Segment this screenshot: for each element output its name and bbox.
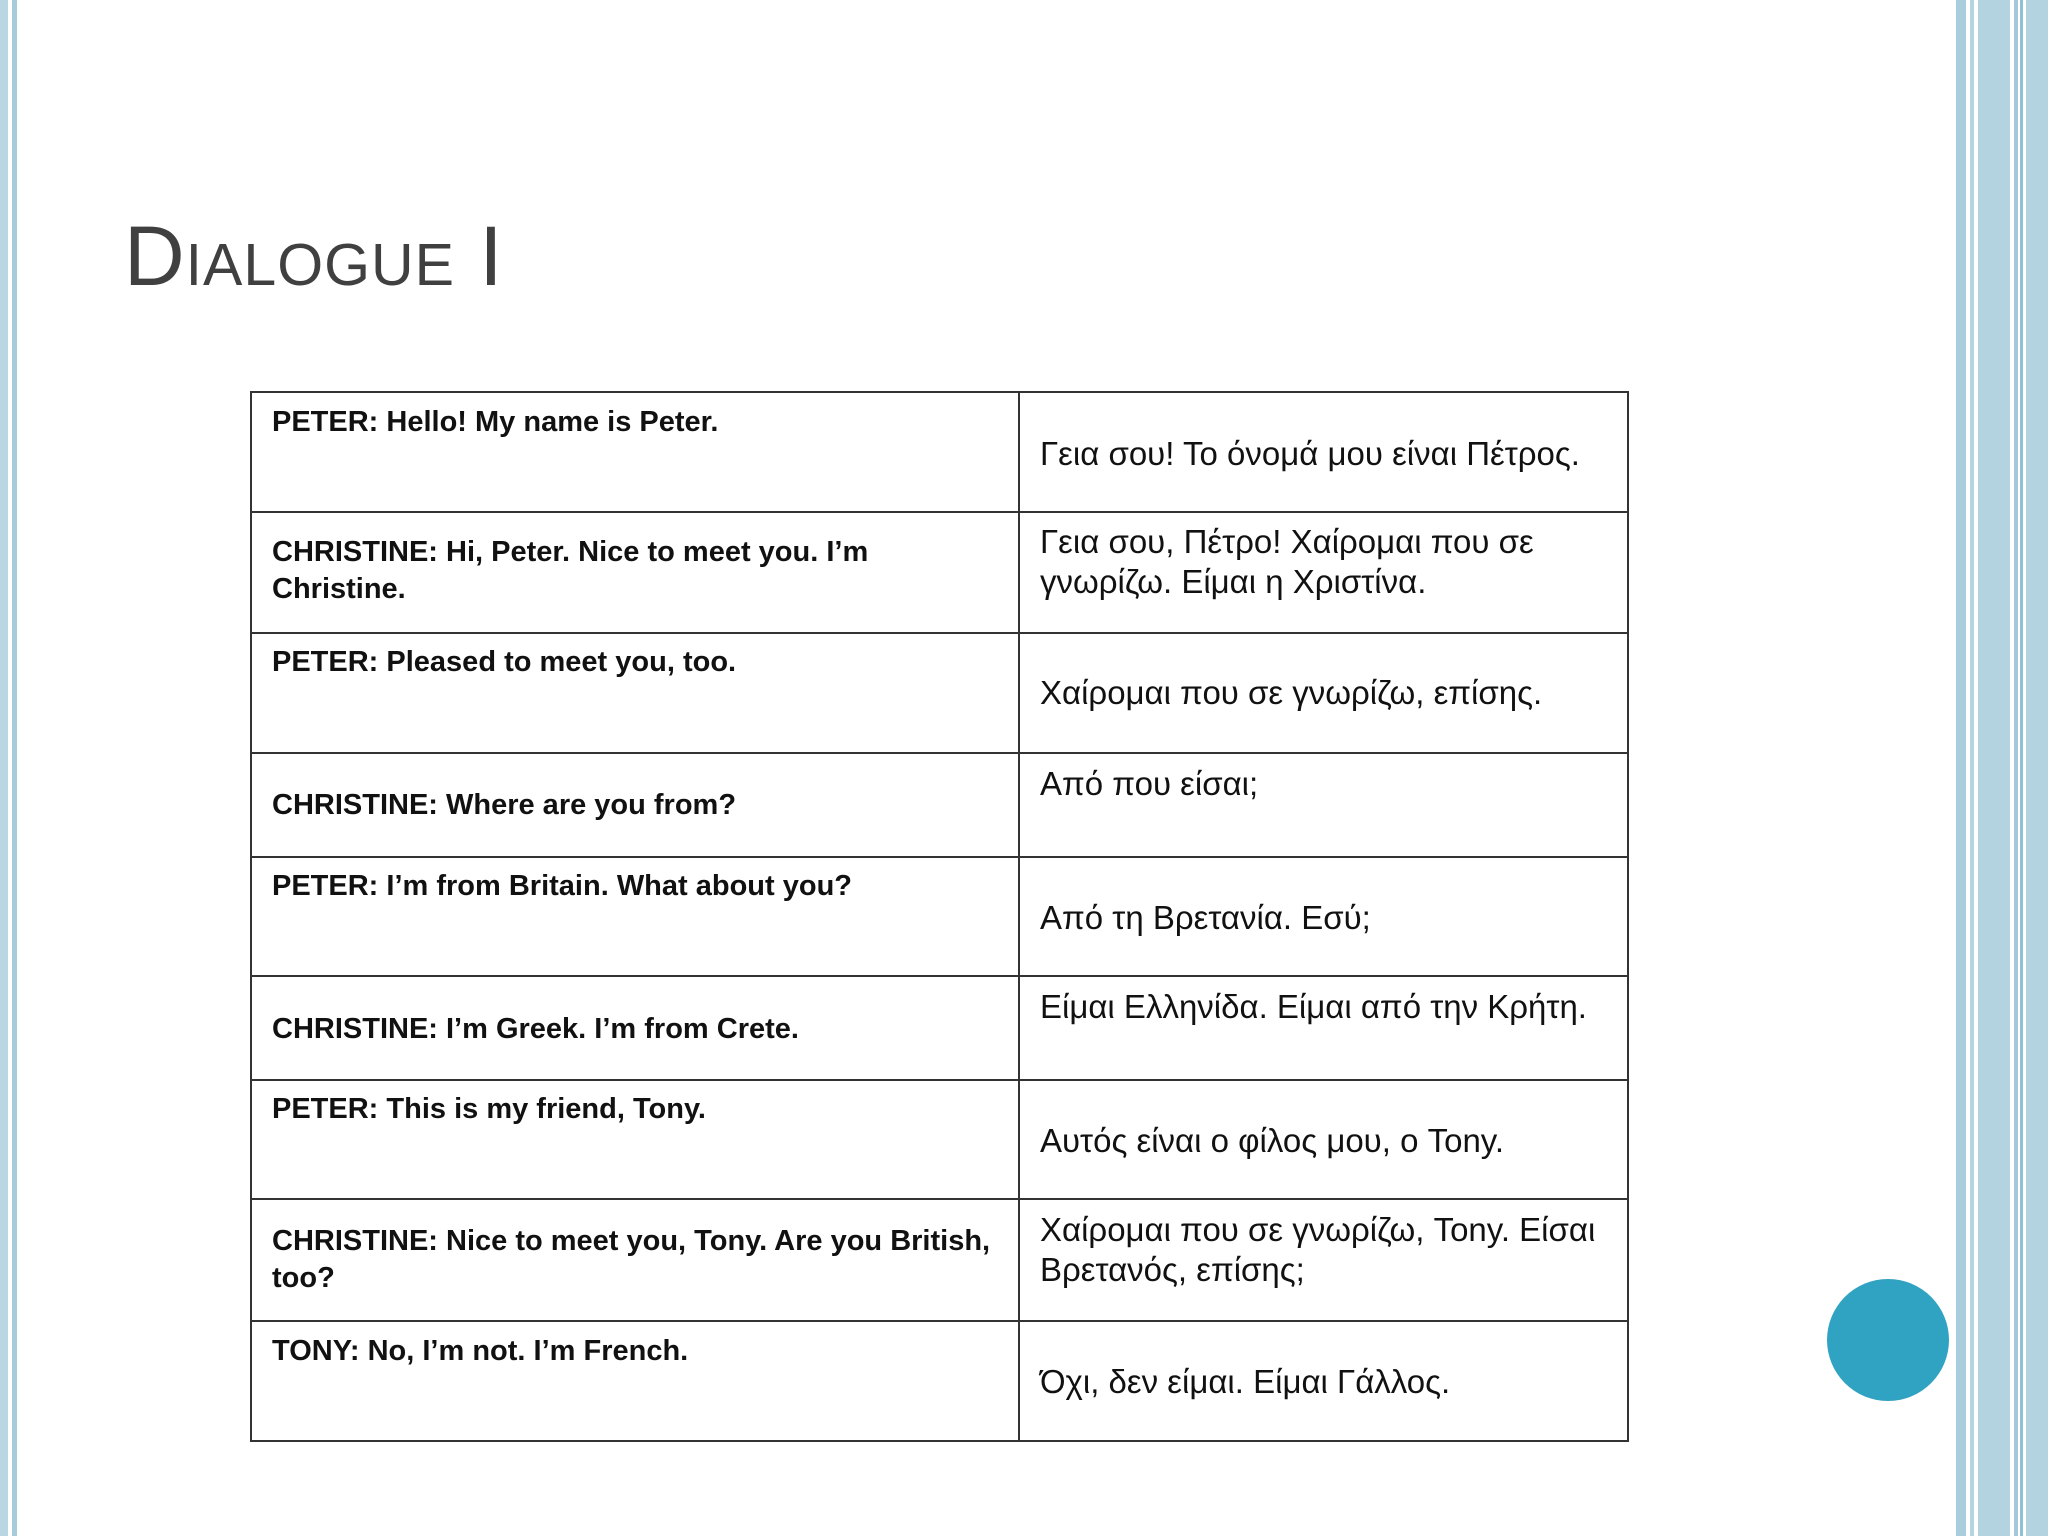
english-line: CHRISTINE: Nice to meet you, Tony. Are you British, too? — [272, 1225, 991, 1294]
english-line: PETER: Pleased to meet you, too. — [272, 646, 737, 678]
table-row — [251, 1080, 1628, 1199]
greek-line: Από που είσαι; — [1040, 765, 1259, 802]
dialogue-table — [250, 391, 1629, 1442]
decorative-circle — [1827, 1279, 1949, 1401]
english-line: CHRISTINE: Hi, Peter. Nice to meet you. I’m Christine. — [272, 536, 869, 605]
left-border-stripe-inner — [12, 0, 17, 1536]
right-stripe — [2026, 0, 2048, 1536]
table-row — [251, 392, 1628, 512]
greek-cell — [1019, 1321, 1628, 1441]
table-row — [251, 1199, 1628, 1321]
table-row — [251, 753, 1628, 857]
english-cell — [251, 1080, 1019, 1199]
greek-cell — [1019, 1199, 1628, 1321]
greek-line: Είμαι Ελληνίδα. Είμαι από την Κρήτη. — [1040, 988, 1587, 1025]
table-row — [251, 976, 1628, 1080]
greek-line: Όχι, δεν είμαι. Είμαι Γάλλος. — [1040, 1363, 1451, 1400]
greek-line: Γεια σου, Πέτρο! Χαίρομαι που σε γνωρίζω. Είμαι η Χριστίνα. — [1040, 523, 1534, 600]
left-border-stripe — [0, 0, 8, 1536]
right-stripe — [2020, 0, 2023, 1536]
right-stripe — [1970, 0, 1974, 1536]
slide-title: Dialogue I — [124, 209, 504, 303]
right-stripe — [1956, 0, 1966, 1536]
english-cell — [251, 857, 1019, 976]
greek-cell — [1019, 512, 1628, 633]
table-row — [251, 1321, 1628, 1441]
english-line: CHRISTINE: Where are you from? — [272, 789, 737, 821]
english-line: PETER: Hello! My name is Peter. — [272, 406, 719, 438]
english-line: CHRISTINE: I’m Greek. I’m from Crete. — [272, 1013, 799, 1045]
greek-line: Από τη Βρετανία. Εσύ; — [1040, 899, 1371, 936]
greek-line: Αυτός είναι ο φίλος μου, ο Tony. — [1040, 1122, 1505, 1159]
english-cell — [251, 1321, 1019, 1441]
english-cell — [251, 976, 1019, 1080]
english-cell — [251, 753, 1019, 857]
greek-line: Γεια σου! Το όνομά μου είναι Πέτρος. — [1040, 435, 1580, 472]
greek-cell — [1019, 857, 1628, 976]
english-line: PETER: This is my friend, Tony. — [272, 1093, 706, 1125]
english-cell — [251, 392, 1019, 512]
greek-line: Χαίρομαι που σε γνωρίζω, επίσης. — [1040, 674, 1543, 711]
english-cell — [251, 512, 1019, 633]
greek-line: Χαίρομαι που σε γνωρίζω, Tony. Είσαι Βρετανός, επίσης; — [1040, 1211, 1596, 1288]
table-row — [251, 512, 1628, 633]
english-cell — [251, 1199, 1019, 1321]
greek-cell — [1019, 753, 1628, 857]
table-row — [251, 633, 1628, 753]
greek-cell — [1019, 633, 1628, 753]
english-line: PETER: I’m from Britain. What about you? — [272, 870, 852, 902]
right-stripe — [1978, 0, 2010, 1536]
english-cell — [251, 633, 1019, 753]
right-border-stripes — [1956, 0, 2048, 1536]
right-stripe — [2014, 0, 2018, 1536]
english-line: TONY: No, I’m not. I’m French. — [272, 1335, 689, 1367]
greek-cell — [1019, 392, 1628, 512]
table-row — [251, 857, 1628, 976]
greek-cell — [1019, 976, 1628, 1080]
greek-cell — [1019, 1080, 1628, 1199]
